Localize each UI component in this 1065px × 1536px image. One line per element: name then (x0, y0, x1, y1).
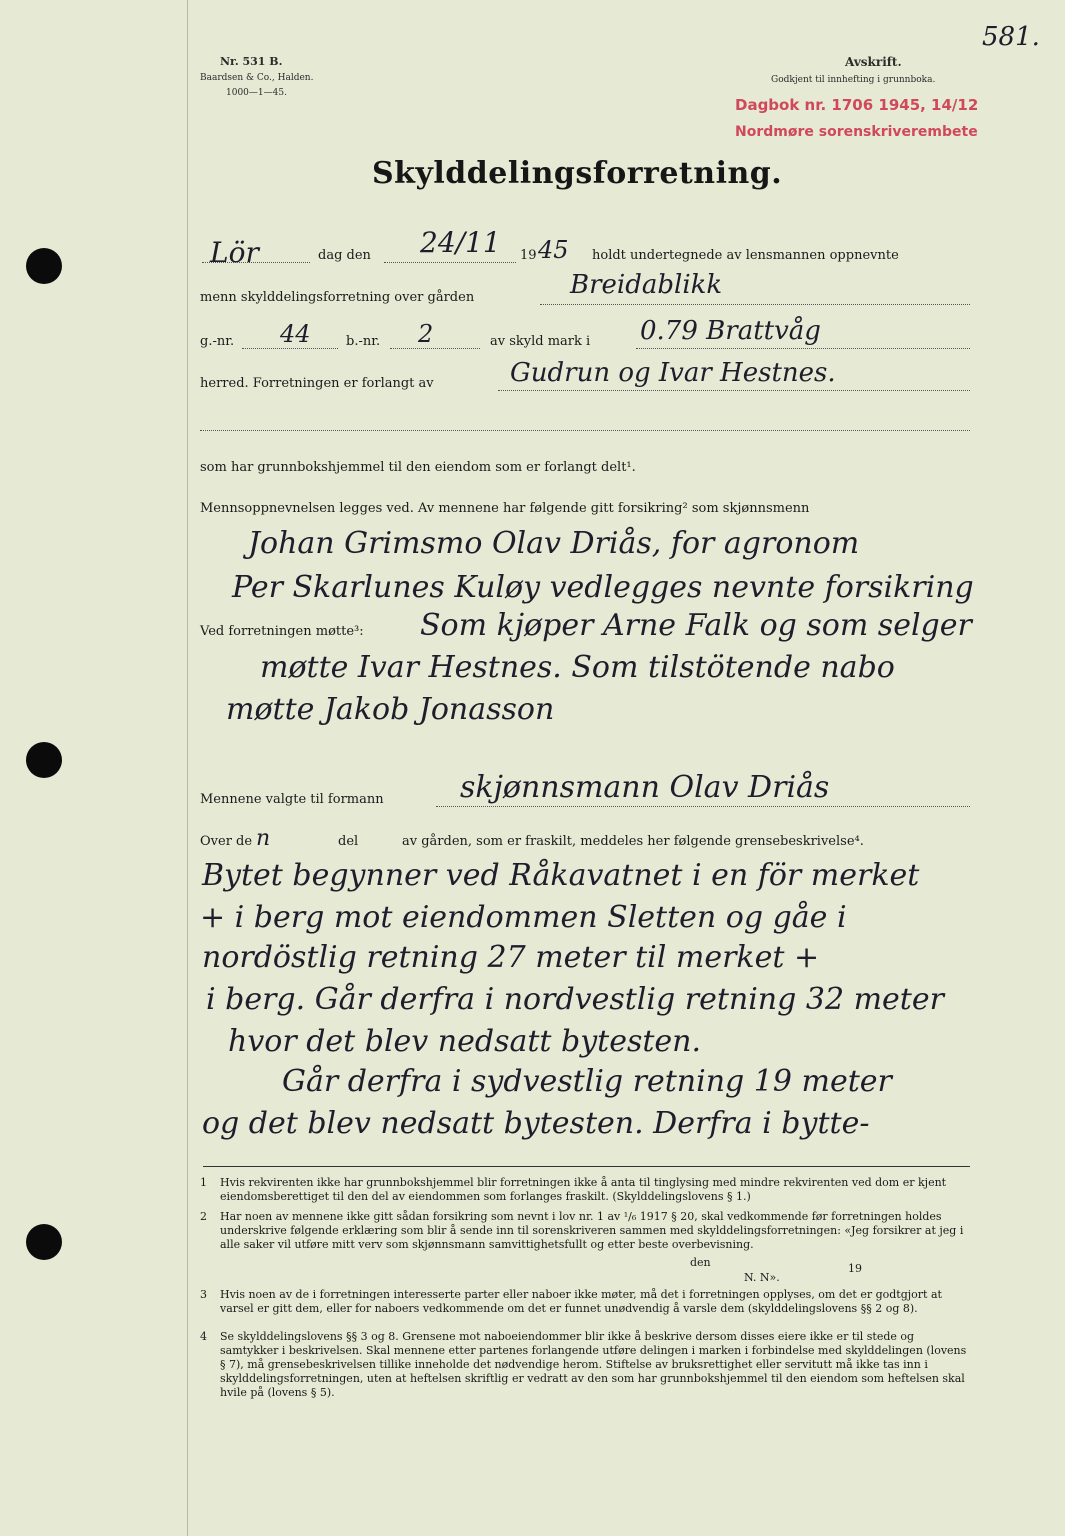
label-mote: Ved forretningen møtte³: (200, 624, 364, 639)
fill-line (540, 304, 970, 305)
fill-line (390, 348, 480, 349)
footnote-2-den: den (690, 1256, 711, 1269)
fill-line (384, 262, 516, 263)
hw-over-n: n (256, 826, 271, 851)
footnote-3 (200, 1288, 970, 1316)
dagbok-stamp: Dagbok nr. 1706 1945, 14/12 (735, 96, 979, 114)
label-del: del (338, 834, 359, 849)
office-stamp: Nordmøre sorenskriverembete (735, 124, 978, 140)
footnote-2 (200, 1210, 970, 1252)
avskrift-subtitle: Godkjent til innhefting i grunnboka. (771, 75, 936, 85)
hw-date: 24/11 (420, 226, 501, 259)
line2-text: menn skylddelingsforretning over gården (200, 290, 475, 305)
hw-requester: Gudrun og Ivar Hestnes. (510, 358, 836, 388)
hw-formann: skjønnsmann Olav Driås (460, 770, 830, 805)
footnote-2-text: Har noen av mennene ikke gitt sådan forsikring som nevnt i lov nr. 1 av ¹/₆ 1917 § 20, skal vedkommende før forretningen holdes underskrive følgende erklæring som blir å sende inn til sorenskriveren sammen med skylddelingsforretningen: «Jeg forsikrer at jeg i alle saker vil utføre mitt verv som skjønnsmann samvittighetsfullt og etter beste overbevisning. (220, 1210, 964, 1251)
footnote-number: 2 (200, 1210, 207, 1223)
hw-grense-1: Bytet begynner ved Råkavatnet i en för merket (202, 858, 920, 893)
hw-day: Lör (210, 236, 259, 269)
hw-grense-4: i berg. Går derfra i nordvestlig retning 32 meter (206, 982, 944, 1017)
label-skyld: av skyld mark i (490, 334, 591, 349)
line4-text: herred. Forretningen er forlangt av (200, 376, 434, 391)
label-formann: Mennene valgte til formann (200, 792, 384, 807)
footnote-4 (200, 1330, 970, 1400)
footnote-1-text: Hvis rekvirenten ikke har grunnbokshjemmel blir forretningen ikke å anta til tinglysing med mindre rekvirenten ved dom er kjent eiendomsberettiget til den del av eiendommen som forlanges fraskilt. (Skylddelingslovens § 1.) (220, 1176, 947, 1203)
hw-grense-7: og det blev nedsatt bytesten. Derfra i bytte- (202, 1106, 870, 1141)
document-title: Skylddelingsforretning. (372, 156, 783, 191)
page-number: 581. (982, 22, 1040, 52)
fill-line (202, 262, 310, 263)
punch-hole (26, 248, 62, 284)
hw-grense-2: + i berg mot eiendommen Sletten og gåe i (200, 900, 847, 935)
line1-text: holdt undertegnede av lensmannen oppnevnte (592, 248, 899, 263)
label-over-de: Over de (200, 834, 253, 849)
hw-year: 45 (538, 236, 569, 264)
label-bnr: b.-nr. (346, 334, 381, 349)
footnote-rule (203, 1166, 970, 1167)
label-dag-den: dag den (318, 248, 371, 263)
label-gnr: g.-nr. (200, 334, 235, 349)
avskrift-title: Avskrift. (845, 55, 902, 69)
fill-line (636, 348, 970, 349)
line6: som har grunnbokshjemmel til den eiendom som er forlangt delt¹. (200, 460, 636, 475)
punch-hole (26, 1224, 62, 1260)
print-code: 1000—1—45. (226, 88, 287, 98)
hw-bnr: 2 (418, 320, 434, 348)
footnote-3-text: Hvis noen av de i forretningen interesserte parter eller naboer ikke møter, må det i forretningen opplyses, om det er godtgjort at varsel er gitt dem, eller for naboers vedkommende om det er funnet unødvendig å varsle dem (skylddelingslovens §§ 2 og 8). (220, 1288, 942, 1315)
over-text: av gården, som er fraskilt, meddeles her følgende grensebeskrivelse⁴. (402, 834, 864, 849)
footnote-number: 1 (200, 1176, 207, 1189)
margin-line (187, 0, 188, 1536)
hw-skyld: 0.79 Brattvåg (640, 316, 821, 346)
hw-men-2: Per Skarlunes Kuløy vedlegges nevnte forsikring (232, 570, 974, 605)
fill-line (436, 806, 970, 807)
hw-grense-6: Går derfra i sydvestlig retning 19 meter (282, 1064, 892, 1099)
hw-farm: Breidablikk (570, 270, 723, 300)
fill-line (498, 390, 970, 391)
footnote-number: 3 (200, 1288, 207, 1301)
hw-men-1: Johan Grimsmo Olav Driås, for agronom (248, 526, 860, 561)
hw-gnr: 44 (280, 320, 311, 348)
punch-hole (26, 742, 62, 778)
footnote-2-year: 19 (848, 1262, 862, 1275)
line7: Mennsoppnevnelsen legges ved. Av mennene har følgende gitt forsikring² som skjønnsmenn (200, 501, 810, 516)
fill-line (200, 430, 970, 431)
footnote-4-text: Se skylddelingslovens §§ 3 og 8. Grensene mot naboeiendommer blir ikke å beskrive dersom disses eiere ikke er til stede og samtykker i beskrivelsen. Skal mennene etter partenes forlangende utføre delingen i marken i forbindelse med skylddelingen (lovens § 7), må grensebeskrivelsen tillike inneholde det nødvendige herom. Stiftelse av bruksrettighet eller servitutt må ikke tas inn i skylddelingsforretningen, uten at heftelsen skriftlig er vedratt av den som har grunnbokshjemmel til den eiendom som heftelsen skal hvile på (lovens § 5). (220, 1330, 967, 1399)
hw-mote-2: møtte Ivar Hestnes. Som tilstötende nabo (260, 650, 895, 685)
hw-grense-5: hvor det blev nedsatt bytesten. (228, 1024, 702, 1059)
publisher: Baardsen & Co., Halden. (200, 73, 314, 83)
form-number: Nr. 531 B. (220, 55, 283, 68)
hw-grense-3: nordöstlig retning 27 meter til merket + (202, 940, 820, 975)
footnote-2-nn: N. N». (744, 1271, 780, 1284)
hw-mote-1: Som kjøper Arne Falk og som selger (420, 608, 972, 643)
hw-mote-3: møtte Jakob Jonasson (226, 692, 555, 727)
footnote-number: 4 (200, 1330, 207, 1343)
label-year-prefix: 19 (520, 248, 537, 263)
fill-line (242, 348, 338, 349)
footnote-1 (200, 1176, 970, 1204)
